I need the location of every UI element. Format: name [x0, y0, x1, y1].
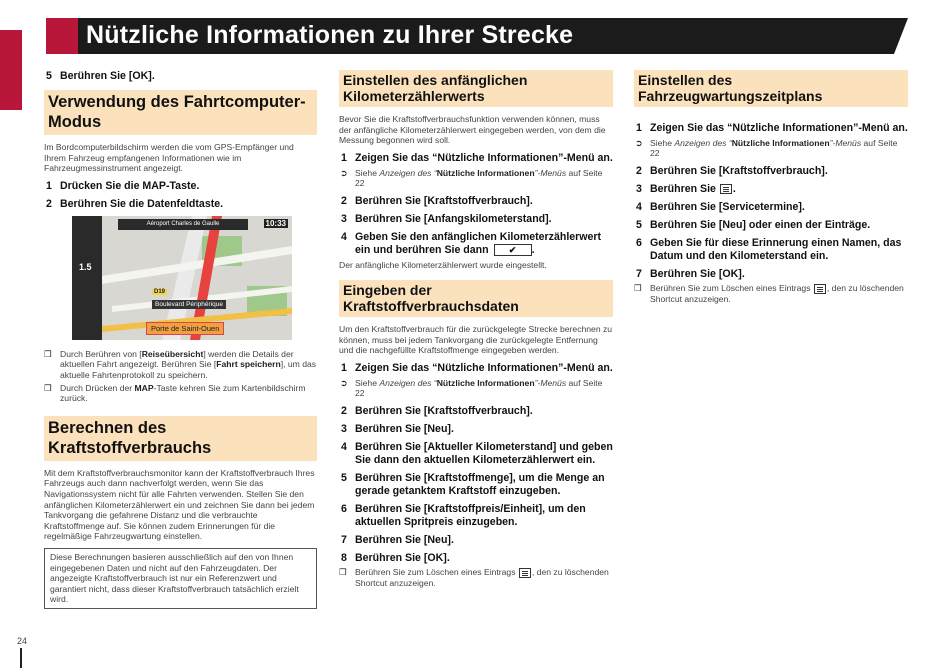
- page-number: 24: [17, 636, 28, 646]
- step-text: Berühren Sie [OK].: [60, 70, 155, 82]
- step: 4 Geben Sie den anfänglichen Kilometerzählerwert ein und berühren Sie dann ✔ .: [341, 230, 602, 256]
- step: 7 Berühren Sie [Neu].: [341, 533, 454, 546]
- step: [44, 180, 317, 193]
- chapter-tab: [0, 30, 22, 110]
- step: 1 Zeigen Sie das “Nützliche Informationen”-Menü an.: [636, 122, 908, 134]
- info-panel: [72, 216, 102, 340]
- column-2: [339, 70, 613, 590]
- checkbox-bullet-icon: ❒: [339, 566, 347, 577]
- step-number: 1: [46, 179, 52, 192]
- section-heading: [44, 90, 317, 135]
- step: 5 Berühren Sie [Neu] oder einen der Einträge.: [636, 218, 871, 231]
- bullet-note: ❒ Berühren Sie zum Löschen eines Eintrags , den zu löschenden Shortcut anzuzeigen.: [634, 282, 904, 304]
- checkbox-bullet-icon: ❒: [44, 382, 52, 393]
- arrow-ref-icon: ➲: [340, 377, 348, 388]
- section-title: Berechnen des Kraftstoffverbrauchs: [48, 418, 212, 457]
- list-icon: [519, 568, 531, 578]
- step-text: Drücken Sie die MAP-Taste.: [60, 179, 200, 192]
- checkbox-bullet-icon: ❒: [634, 282, 642, 293]
- step: 4 Berühren Sie [Servicetermine].: [636, 200, 805, 213]
- step: 2 Berühren Sie [Kraftstoffverbrauch].: [341, 194, 533, 207]
- step: 6 Geben Sie für diese Erinnerung einen Namen, das Datum und den Kilometerstand ein.: [636, 236, 902, 262]
- column-1: [44, 70, 317, 609]
- footer-marker: [20, 648, 22, 668]
- street-label: Porte de Saint-Ouen: [146, 322, 224, 335]
- step: [44, 70, 317, 83]
- step-number: 2: [46, 197, 52, 210]
- paragraph: Im Bordcomputerbildschirm werden die vom GPS-Empfänger und Ihrem Fahrzeug empfangenen Informationen wie im Fahrzeugmessinstrument angezeigt.: [44, 142, 294, 174]
- reference-note: ➲ Siehe Anzeigen des “Nützliche Informationen”-Menüs auf Seite 22: [340, 377, 603, 399]
- step: 5 Berühren Sie [Kraftstoffmenge], um die Menge an gerade getanktem Kraftstoff einzugeben.: [341, 471, 605, 497]
- arrow-ref-icon: ➲: [635, 138, 643, 148]
- column-3: [634, 70, 908, 306]
- paragraph: Um den Kraftstoffverbrauch für die zurückgelegte Strecke berechnen zu können, muss bei jedem Tankvorgang die zurückgelegte Entfernung und die nachgefüllte Kraftstoffmenge eingegeben werden.: [339, 324, 613, 356]
- page-header: [46, 18, 908, 54]
- road-badge: D19: [154, 288, 166, 295]
- section-heading: [634, 70, 908, 107]
- section-title: Einstellen des anfänglichen Kilometerzählerwerts: [343, 72, 528, 104]
- section-title: Verwendung des Fahrtcomputer-Modus: [48, 93, 306, 131]
- step: 6 Berühren Sie [Kraftstoffpreis/Einheit], um den aktuellen Spritpreis einzugeben.: [341, 502, 586, 528]
- step: 2 Berühren Sie [Kraftstoffverbrauch].: [341, 404, 533, 417]
- checkmark-icon: ✔: [494, 244, 532, 256]
- paragraph: Bevor Sie die Kraftstoffverbrauchsfunktion verwenden können, muss der anfängliche Kilometerzählerwert eingegeben werden, von dem die Messung begonnen wird soll.: [339, 114, 606, 146]
- step-number: 5: [46, 70, 52, 82]
- step: 8 Berühren Sie [OK].: [341, 551, 450, 564]
- step: 1 Zeigen Sie das “Nützliche Informationen”-Menü an.: [341, 361, 613, 374]
- step: 4 Berühren Sie [Aktueller Kilometerstand] und geben Sie dann den aktuellen Kilometerzählerwert ein.: [341, 440, 613, 466]
- turn-distance: 1.5: [79, 261, 92, 272]
- step: 3 Berühren Sie .: [636, 182, 736, 195]
- section-heading: [339, 70, 613, 107]
- paragraph: Der anfängliche Kilometerzählerwert wurde eingestellt.: [339, 259, 547, 270]
- step-text: Berühren Sie die Datenfeldtaste.: [60, 197, 224, 210]
- header-accent: [46, 18, 78, 54]
- arrow-ref-icon: ➲: [340, 167, 348, 178]
- paragraph: Mit dem Kraftstoffverbrauchsmonitor kann der Kraftstoffverbrauch Ihres Fahrzeugs auch dann nachverfolgt werden, wenn Sie das Navigationssystem nicht für alle Fahrten verwenden. Stellen Sie den anfänglichen Kilometerzählerwert ein und zeichnen Sie dann bei jedem Tankvorgang die gefahrene Distanz und die verbrauchte Kraftstoffmenge auf. Sie können zudem Erinnerungen für die regelmäßige Fahrzeugwartung einstellen.: [44, 467, 315, 542]
- section-heading: [339, 280, 613, 317]
- step: 2 Berühren Sie [Kraftstoffverbrauch].: [636, 164, 828, 177]
- section-title: Einstellen des Fahrzeugwartungszeitplans: [638, 72, 823, 104]
- destination-label: Aéroport Charles de Gaulle: [118, 219, 248, 230]
- list-icon: [720, 184, 732, 194]
- section-heading: [44, 416, 317, 461]
- step: [44, 198, 317, 211]
- step: 7 Berühren Sie [OK].: [636, 267, 745, 280]
- section-title: Eingeben der Kraftstoffverbrauchsdaten: [343, 282, 519, 315]
- bullet-note: ❒ Durch Drücken der MAP-Taste kehren Sie zum Kartenbildschirm zurück.: [44, 382, 306, 404]
- page-title: Nützliche Informationen zu Ihrer Strecke: [86, 21, 574, 49]
- checkbox-bullet-icon: ❒: [44, 348, 52, 359]
- reference-note: ➲ Siehe Anzeigen des “Nützliche Informationen”-Menüs auf Seite 22: [340, 167, 603, 189]
- boxed-note: Diese Berechnungen basieren ausschließlich auf den von Ihnen eingegebenen Daten und nicht auf den Fahrzeugdaten. Der angezeigte Kraftstoffverbrauch ist nur ein Referenzwert und garantiert nicht, dass dieser Kraftstoffverbrauch tatsächlich erzielt wird.: [44, 548, 317, 609]
- reference-note: ➲ Siehe Anzeigen des “Nützliche Informationen”-Menüs auf Seite 22: [635, 138, 898, 159]
- bullet-note: ❒ Durch Berühren von [Reiseübersicht] werden die Details der aktuellen Fahrt angezeigt. Berühren Sie [Fahrt speichern], um das aktuelle Fahrtenprotokoll zu speichern.: [44, 348, 317, 380]
- clock: 10:33: [265, 218, 286, 228]
- step: 3 Berühren Sie [Anfangskilometerstand].: [341, 212, 552, 225]
- step: 1 Zeigen Sie das “Nützliche Informationen”-Menü an.: [341, 151, 613, 164]
- trip-computer-screenshot: [72, 216, 292, 340]
- street-label: Boulevard Périphérique: [152, 300, 226, 309]
- bullet-note: ❒ Berühren Sie zum Löschen eines Eintrags , den zu löschenden Shortcut anzuzeigen.: [339, 566, 609, 588]
- list-icon: [814, 284, 826, 294]
- step: 3 Berühren Sie [Neu].: [341, 422, 454, 435]
